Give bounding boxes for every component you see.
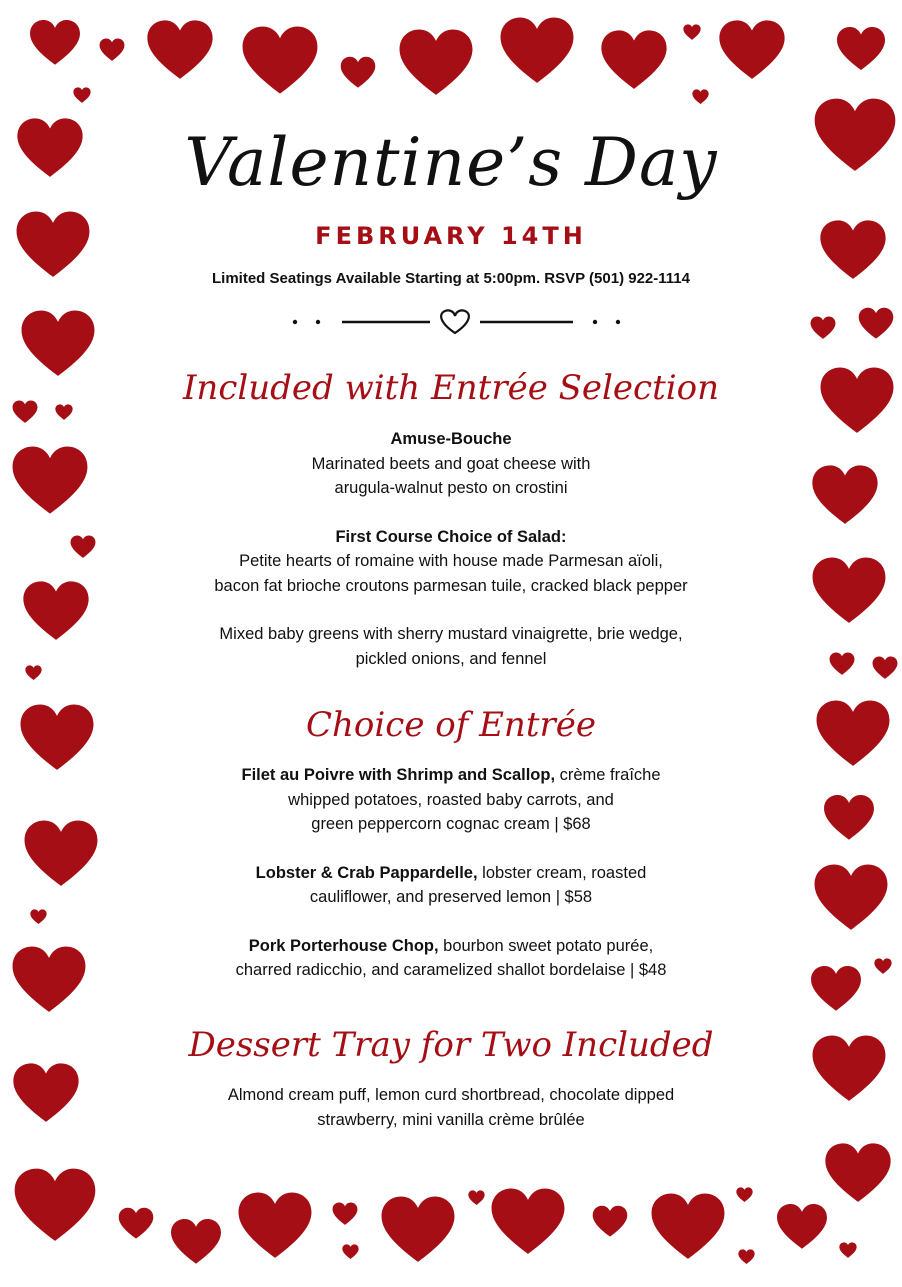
heart-icon <box>811 464 879 525</box>
heart-icon <box>692 89 709 104</box>
heart-icon <box>810 965 862 1012</box>
heart-icon <box>824 1142 892 1203</box>
entree-item-line: Pork Porterhouse Chop, bourbon sweet potato purée, <box>248 936 654 955</box>
heart-icon <box>811 556 887 624</box>
heart-icon <box>858 307 894 339</box>
date-block <box>150 219 752 253</box>
heart-outline-icon <box>441 310 469 333</box>
entree-item-line: charred radicchio, and caramelized shallot bordelaise | $48 <box>235 961 667 979</box>
entree-item-line: whipped potatoes, roasted baby carrots, and <box>288 790 614 809</box>
heart-icon <box>810 316 836 339</box>
heart-icon <box>25 665 42 680</box>
heart-icon <box>99 38 125 61</box>
heart-icon <box>55 404 73 420</box>
entree-item-line: Lobster & Crab Pappardelle, lobster cream, roasted <box>255 863 647 882</box>
dessert-heading-block <box>150 1017 752 1073</box>
heart-icon <box>819 366 895 434</box>
heart-icon <box>23 819 99 887</box>
heart-icon <box>836 26 886 71</box>
heart-icon <box>12 400 38 423</box>
entree-heading: Choice of Entrée <box>306 705 596 745</box>
heart-icon <box>813 863 889 931</box>
heart-icon <box>13 1167 97 1243</box>
heart-icon <box>170 1218 222 1265</box>
title-block <box>150 118 752 208</box>
heart-icon <box>15 210 91 278</box>
heart-icon <box>874 958 892 974</box>
heart-icon <box>70 535 96 558</box>
heart-icon <box>20 309 96 377</box>
heart-icon <box>872 656 898 679</box>
heart-icon <box>839 1242 857 1258</box>
salad-title: First Course Choice of Salad: <box>335 527 567 546</box>
amuse-bouche-line: arugula-walnut pesto on crostini <box>334 479 568 497</box>
heart-icon <box>683 24 701 40</box>
dessert-section <box>150 1083 752 1132</box>
entree-item-line: green peppercorn cognac cream | $68 <box>311 815 591 833</box>
heart-icon <box>776 1203 828 1250</box>
page-title: Valentine’s Day <box>184 124 718 201</box>
heart-icon <box>499 16 575 84</box>
heart-icon <box>73 87 91 103</box>
heart-icon <box>468 1190 485 1205</box>
heart-icon <box>118 1207 154 1239</box>
event-date: FEBRUARY 14TH <box>315 222 587 250</box>
amuse-bouche-title: Amuse-Bouche <box>390 430 512 448</box>
heart-icon <box>11 945 87 1013</box>
heart-icon <box>650 1192 726 1260</box>
heart-icon <box>592 1205 628 1237</box>
heart-icon <box>813 97 897 173</box>
heart-icon <box>237 1191 313 1259</box>
entree-item-line: cauliflower, and preserved lemon | $58 <box>309 888 593 906</box>
entree-heading-block <box>150 697 752 753</box>
included-section <box>150 427 752 671</box>
dessert-line: strawberry, mini vanilla crème brûlée <box>317 1110 585 1129</box>
entree-section <box>150 763 752 983</box>
heart-icon <box>815 699 891 767</box>
info-block <box>150 266 752 292</box>
salad-option-line: Mixed baby greens with sherry mustard vinaigrette, brie wedge, <box>219 625 683 643</box>
salad-option-line: bacon fat brioche croutons parmesan tuile, cracked black pepper <box>214 576 688 595</box>
dessert-line: Almond cream puff, lemon curd shortbread, chocolate dipped <box>227 1086 675 1104</box>
included-heading: Included with Entrée Selection <box>183 368 719 408</box>
heart-icon <box>600 29 668 90</box>
salad-option-line: pickled onions, and fennel <box>355 649 547 668</box>
heart-icon <box>490 1187 566 1255</box>
heart-icon <box>829 652 855 675</box>
heart-icon <box>30 909 47 924</box>
heart-icon <box>738 1249 755 1264</box>
ornamental-divider <box>280 305 625 339</box>
heart-icon <box>811 1034 887 1102</box>
heart-icon <box>823 794 875 841</box>
heart-icon <box>16 117 84 178</box>
heart-icon <box>398 28 474 96</box>
amuse-bouche-line: Marinated beets and goat cheese with <box>311 454 591 473</box>
salad-option-line: Petite hearts of romaine with house made Parmesan aïoli, <box>239 552 663 570</box>
heart-icon <box>22 580 90 641</box>
heart-icon <box>736 1187 753 1202</box>
heart-icon <box>19 703 95 771</box>
dessert-heading: Dessert Tray for Two Included <box>188 1025 714 1065</box>
heart-icon <box>332 1202 358 1225</box>
heart-icon <box>380 1195 456 1263</box>
entree-item-line: Filet au Poivre with Shrimp and Scallop, crème fraîche <box>241 766 661 784</box>
heart-icon <box>241 25 319 95</box>
heart-icon <box>340 56 376 88</box>
heart-icon <box>146 19 214 80</box>
heart-icon <box>12 1062 80 1123</box>
seating-info: Limited Seatings Available Starting at 5:00pm. RSVP (501) 922-1114 <box>212 270 690 287</box>
included-heading-block <box>150 360 752 416</box>
heart-icon <box>718 19 786 80</box>
heart-icon <box>342 1244 359 1259</box>
heart-icon <box>819 219 887 280</box>
heart-icon <box>11 445 89 515</box>
heart-icon <box>29 19 81 66</box>
